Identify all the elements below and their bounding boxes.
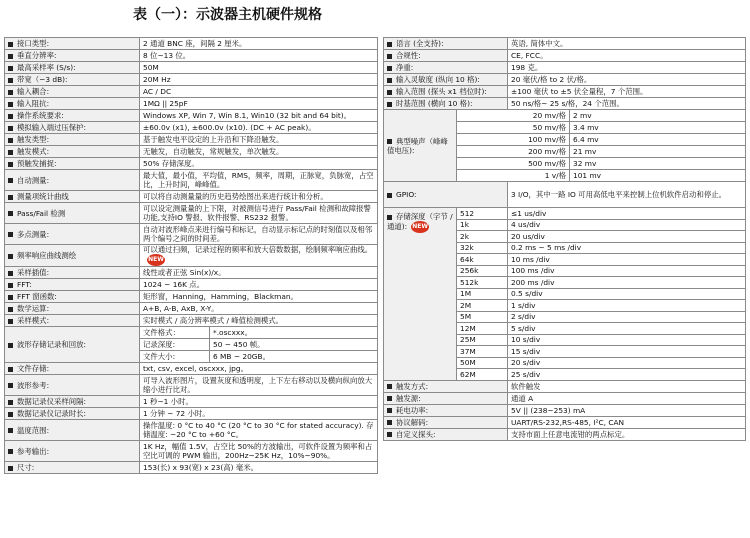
bullet-icon (387, 215, 392, 220)
spec-label-text: 时基范围 (横向 10 格): (396, 99, 473, 108)
depth-size: 2M (457, 300, 508, 312)
spec-label-text: 自动测量: (17, 175, 50, 185)
spec-label (5, 98, 140, 110)
bullet-icon (8, 54, 13, 59)
spec-label-text: 尺寸: (17, 463, 35, 472)
spec-value: 2 通道 BNC 座，间隔 2 厘米。 (140, 38, 378, 50)
spec-value: 20 毫伏/格 to 2 伏/格。 (508, 74, 746, 86)
spec-label-text: 多点测量: (17, 229, 50, 239)
bullet-icon (8, 343, 13, 348)
table-row (5, 170, 378, 191)
bullet-icon (8, 150, 13, 155)
spec-label (5, 86, 140, 98)
spec-value: 软件触发 (508, 380, 746, 392)
spec-label (5, 245, 140, 267)
spec-value: 2 mv (570, 110, 746, 122)
table-row (5, 315, 378, 327)
noise-range: 20 mv/格 (457, 110, 570, 122)
bullet-icon (8, 195, 13, 200)
spec-label-text: 协议解码: (396, 417, 429, 427)
spec-value: 英语, 简体中文。 (508, 38, 746, 50)
depth-size: 50M (457, 357, 508, 369)
spec-label (384, 74, 508, 86)
table-row (5, 146, 378, 158)
sub-value: *.oscxxx。 (210, 327, 378, 339)
spec-label (5, 38, 140, 50)
table-row (5, 50, 378, 62)
spec-value: 8 位~13 位。 (140, 50, 378, 62)
sub-key: 文件格式： (140, 327, 210, 339)
spec-value: 支持市面上任意电流钳的两点标定。 (508, 428, 746, 440)
bullet-icon (387, 408, 392, 413)
depth-size: 62M (457, 369, 508, 381)
spec-label-text: 自定义探头: (396, 429, 436, 439)
spec-label-text: FFT 窗函数: (17, 292, 57, 301)
table-row (384, 380, 746, 392)
spec-value: 可以通过扫频，记录过程的频率和放大倍数数据，绘制频率响应曲线。NEW (140, 245, 378, 267)
spec-label-text: 输入灵敏度 (纵向 10 格): (396, 75, 480, 84)
table-row (384, 428, 746, 440)
spec-label-text: 典型噪声（峰峰值电压): (387, 136, 448, 155)
sub-value: 6 MB ~ 20GB。 (210, 351, 378, 363)
spec-label-text: 耗电功率: (396, 405, 429, 415)
bullet-icon (387, 102, 392, 107)
table-row (384, 50, 746, 62)
spec-value: 50M (140, 62, 378, 74)
table-row (5, 420, 378, 441)
spec-label (5, 224, 140, 245)
spec-label (5, 158, 140, 170)
depth-timebase: 10 s/div (508, 334, 746, 346)
spec-label-text: 波形参考: (17, 380, 50, 390)
spec-value: 可以设定测量量的上下限，对被测信号进行 Pass/Fail 检测和故障报警功能,支持IO 警报、软件报警、RS232 报警。 (140, 203, 378, 224)
spec-value: 可导入波形图片，设置灰度和透明度，上下左右移动以及横向纵向放大缩小进行比对。 (140, 375, 378, 396)
spec-label-text: 最高采样率 (S/s): (17, 63, 76, 72)
spec-value: 操作温度: 0 °C to 40 °C (20 °C to 30 °C for stated accuracy). 存储温度: −20 °C to +60 °C。 (140, 420, 378, 441)
bullet-icon (387, 42, 392, 47)
bullet-icon (387, 139, 392, 144)
spec-label (5, 267, 140, 279)
spec-label-text: 触发源: (396, 393, 421, 403)
spec-label (384, 404, 508, 416)
spec-label (384, 50, 508, 62)
spec-value: 32 mv (570, 158, 746, 170)
spec-value: Windows XP, Win 7, Win 8.1, Win10 (32 bit and 64 bit)。 (140, 110, 378, 122)
depth-size: 32k (457, 242, 508, 254)
spec-value: UART/RS-232,RS-485, I²C, CAN (508, 416, 746, 428)
table-row (5, 122, 378, 134)
table-row (5, 203, 378, 224)
bullet-icon (8, 211, 13, 216)
table-row (5, 38, 378, 50)
bullet-icon (387, 78, 392, 83)
bullet-icon (8, 178, 13, 183)
spec-value: 1K Hz，幅值 1.5V，占空比 50%的方波输出，可软件设置为频率和占空比可调的 PWM 输出，200Hz~25K Hz，10%~90%。 (140, 441, 378, 462)
spec-value: 101 mv (570, 170, 746, 182)
spec-value: txt, csv, excel, oscxxx, jpg。 (140, 363, 378, 375)
table-row (384, 98, 746, 110)
spec-value: 1 秒~1 小时。 (140, 396, 378, 408)
table-row (384, 392, 746, 404)
spec-label (384, 182, 508, 208)
spec-label-text: 输入阻抗: (17, 99, 50, 108)
spec-label (5, 327, 140, 363)
spec-label (5, 462, 140, 474)
table-row (5, 396, 378, 408)
spec-label (5, 203, 140, 224)
spec-label-text: 输入耦合: (17, 87, 50, 96)
spec-label-text: 数据记录仪采样间隔: (17, 397, 87, 406)
spec-label-text: 波形存储记录和回放: (17, 340, 87, 349)
sub-key: 记录深度: (140, 339, 210, 351)
depth-timebase: 1 s/div (508, 300, 746, 312)
spec-label (384, 208, 457, 381)
spec-label-text: 语言 (全支持): (396, 39, 444, 48)
bullet-icon (387, 54, 392, 59)
spec-value: 1MΩ || 25pF (140, 98, 378, 110)
bullet-icon (8, 283, 13, 288)
spec-label (384, 392, 508, 404)
sub-key: 文件大小: (140, 351, 210, 363)
spec-value: A+B, A-B, AxB, X-Y。 (140, 303, 378, 315)
spec-label-text: 采样插值: (17, 268, 50, 277)
depth-size: 2k (457, 231, 508, 243)
bullet-icon (387, 396, 392, 401)
table-row (5, 245, 378, 267)
depth-size: 12M (457, 323, 508, 335)
spec-label-text: 触发类型: (17, 135, 50, 144)
noise-range: 500 mv/格 (457, 158, 570, 170)
spec-label (5, 110, 140, 122)
bullet-icon (8, 428, 13, 433)
table-row (5, 303, 378, 315)
bullet-icon (8, 449, 13, 454)
table-row (384, 38, 746, 50)
spec-label-text: FFT: (17, 280, 32, 289)
spec-label (384, 110, 457, 182)
spec-value: 198 克。 (508, 62, 746, 74)
spec-label-text: 合规性: (396, 51, 421, 60)
bullet-icon (8, 307, 13, 312)
spec-value: 1024 ~ 16K 点。 (140, 279, 378, 291)
spec-label-text: 文件存储: (17, 364, 50, 373)
spec-label-text: 操作系统要求: (17, 111, 64, 120)
spec-value: ±60.0v (x1), ±600.0v (x10). (DC + AC peak)。 (140, 122, 378, 134)
table-row (5, 279, 378, 291)
table-row (5, 158, 378, 170)
spec-value: 6.4 mv (570, 134, 746, 146)
table-row (384, 62, 746, 74)
spec-value: 无触发，自动触发，常规触发，单次触发。 (140, 146, 378, 158)
bullet-icon (8, 66, 13, 71)
spec-label-text: 触发方式: (396, 381, 429, 391)
depth-size: 64k (457, 254, 508, 266)
spec-label-text: 触发模式: (17, 147, 50, 156)
spec-label (5, 303, 140, 315)
bullet-icon (8, 271, 13, 276)
spec-label (5, 170, 140, 191)
depth-timebase: 2 s/div (508, 311, 746, 323)
bullet-icon (8, 90, 13, 95)
bullet-icon (8, 383, 13, 388)
spec-label-text: GPIO: (396, 190, 417, 199)
spec-label (5, 50, 140, 62)
spec-label (384, 62, 508, 74)
spec-label (5, 74, 140, 86)
page-title: 表（一）：示波器主机硬件规格 (133, 7, 322, 23)
depth-size: 37M (457, 346, 508, 358)
depth-timebase: 20 s/div (508, 357, 746, 369)
spec-label (384, 416, 508, 428)
spec-label-text: 接口类型: (17, 39, 50, 48)
spec-label (5, 420, 140, 441)
spec-value: 通道 A (508, 392, 746, 404)
spec-label (5, 408, 140, 420)
right-spec-table (383, 37, 746, 441)
noise-range: 100 mv/格 (457, 134, 570, 146)
spec-value: 3.4 mv (570, 122, 746, 134)
spec-label-text: 净重: (396, 63, 414, 72)
spec-label-text: 采样模式: (17, 316, 50, 325)
spec-value: 50% 存储深度。 (140, 158, 378, 170)
spec-label-text: 数据记录仪记录时长: (17, 409, 87, 418)
depth-timebase: 5 s/div (508, 323, 746, 335)
spec-value: 矩形窗，Hanning，Hamming，Blackman。 (140, 291, 378, 303)
spec-label (5, 363, 140, 375)
spec-label-text: 数学运算: (17, 304, 50, 313)
spec-label (384, 38, 508, 50)
spec-label-text: 模拟输入端过压保护: (17, 123, 87, 132)
bullet-icon (8, 254, 13, 259)
spec-value: 50 ns/格~ 25 s/格，24 个范围。 (508, 98, 746, 110)
spec-label (5, 441, 140, 462)
table-row (384, 182, 746, 208)
table-row (5, 191, 378, 203)
spec-value: 1 分钟 ~ 72 小时。 (140, 408, 378, 420)
table-row (5, 327, 378, 339)
depth-timebase: 15 s/div (508, 346, 746, 358)
depth-size: 512 (457, 208, 508, 220)
noise-row (384, 110, 746, 122)
spec-value: 20M Hz (140, 74, 378, 86)
spec-label (5, 279, 140, 291)
depth-size: 25M (457, 334, 508, 346)
depth-size: 5M (457, 311, 508, 323)
table-row (5, 363, 378, 375)
spec-label-text: 输入范围 (探头 x1 档位时): (396, 87, 487, 96)
noise-range: 50 mv/格 (457, 122, 570, 134)
spec-label (5, 134, 140, 146)
spec-label-text: 测量项统计曲线 (17, 192, 69, 201)
spec-label-text: 频率响应曲线测绘 (17, 251, 77, 260)
depth-timebase: 25 s/div (508, 369, 746, 381)
bullet-icon (8, 138, 13, 143)
spec-label (5, 191, 140, 203)
bullet-icon (387, 193, 392, 198)
bullet-icon (8, 232, 13, 237)
spec-label (5, 396, 140, 408)
depth-size: 256k (457, 265, 508, 277)
depth-timebase: 20 us/div (508, 231, 746, 243)
spec-value: 自动对波形峰点来进行编号和标记，自动显示标记点的时刻值以及相邻两个编号之间的时间差。 (140, 224, 378, 245)
bullet-icon (8, 126, 13, 131)
bullet-icon (8, 319, 13, 324)
table-row (384, 74, 746, 86)
depth-timebase: ≤1 us/div (508, 208, 746, 220)
depth-timebase: 4 us/div (508, 219, 746, 231)
bullet-icon (8, 295, 13, 300)
left-spec-table (4, 37, 378, 474)
spec-value: 5V || (238~253) mA (508, 404, 746, 416)
depth-timebase: 0.2 ms ~ 5 ms /div (508, 242, 746, 254)
table-row (384, 86, 746, 98)
spec-value: ±100 毫伏 to ±5 伏全量程，7 个范围。 (508, 86, 746, 98)
spec-label-text: 温度范围: (17, 425, 50, 435)
table-row (5, 86, 378, 98)
spec-label (384, 380, 508, 392)
bullet-icon (8, 400, 13, 405)
depth-timebase: 0.5 s/div (508, 288, 746, 300)
spec-label-text: 存储深度（字节 /通道): (387, 212, 453, 231)
bullet-icon (387, 420, 392, 425)
bullet-icon (387, 66, 392, 71)
table-row (5, 74, 378, 86)
noise-range: 200 mv/格 (457, 146, 570, 158)
depth-row (384, 208, 746, 220)
bullet-icon (8, 412, 13, 417)
table-row (5, 375, 378, 396)
spec-value: 3 I/O，其中一路 IO 可用高低电平来控制上位机软件启动和停止。 (508, 182, 746, 208)
table-row (5, 110, 378, 122)
spec-label-text: 预触发捕捉: (17, 159, 57, 168)
spec-label (384, 428, 508, 440)
depth-size: 1k (457, 219, 508, 231)
spec-label (384, 98, 508, 110)
table-row (5, 134, 378, 146)
new-badge-icon: NEW (411, 221, 429, 233)
spec-label-text: 参考输出: (17, 446, 50, 456)
bullet-icon (8, 367, 13, 372)
spec-label-text: Pass/Fail 检测 (17, 208, 66, 218)
table-row (384, 404, 746, 416)
spec-value: 21 mv (570, 146, 746, 158)
bullet-icon (387, 90, 392, 95)
spec-label-text: 垂直分辨率: (17, 51, 57, 60)
new-badge-icon: NEW (147, 254, 165, 266)
spec-label (5, 375, 140, 396)
spec-value: 实时模式 / 高分辨率模式 / 峰值检测模式。 (140, 315, 378, 327)
table-row (5, 224, 378, 245)
bullet-icon (387, 384, 392, 389)
table-row (5, 408, 378, 420)
bullet-icon (387, 432, 392, 437)
bullet-icon (8, 466, 13, 471)
spec-value: 最大值，最小值，平均值，RMS，频率，周期，正脉宽，负脉宽，占空比，上升时间，峰峰值。 (140, 170, 378, 191)
depth-timebase: 10 ms /div (508, 254, 746, 266)
bullet-icon (8, 162, 13, 167)
table-row (5, 267, 378, 279)
table-row (5, 291, 378, 303)
spec-value: CE, FCC。 (508, 50, 746, 62)
table-row (384, 416, 746, 428)
spec-label (5, 291, 140, 303)
depth-size: 1M (457, 288, 508, 300)
table-row (5, 441, 378, 462)
spec-value: 153(长) x 93(宽) x 23(高) 毫米。 (140, 462, 378, 474)
sub-value: 50 ~ 450 帧。 (210, 339, 378, 351)
bullet-icon (8, 114, 13, 119)
spec-value: AC / DC (140, 86, 378, 98)
spec-value: 基于触发电平设定的上升沿和下降沿触发。 (140, 134, 378, 146)
table-row (5, 98, 378, 110)
depth-timebase: 200 ms /div (508, 277, 746, 289)
spec-label (5, 122, 140, 134)
spec-label (5, 315, 140, 327)
spec-label-text: 带宽（−3 dB): (17, 75, 68, 84)
spec-label (384, 86, 508, 98)
bullet-icon (8, 42, 13, 47)
spec-value: 可以将自动测量量的历史趋势绘图出来进行统计和分析。 (140, 191, 378, 203)
depth-timebase: 100 ms /div (508, 265, 746, 277)
bullet-icon (8, 102, 13, 107)
bullet-icon (8, 78, 13, 83)
spec-label (5, 62, 140, 74)
depth-size: 512k (457, 277, 508, 289)
table-row (5, 462, 378, 474)
spec-label (5, 146, 140, 158)
spec-value: 线性或者正弦 Sin(x)/x。 (140, 267, 378, 279)
table-row (5, 62, 378, 74)
noise-range: 1 v/格 (457, 170, 570, 182)
